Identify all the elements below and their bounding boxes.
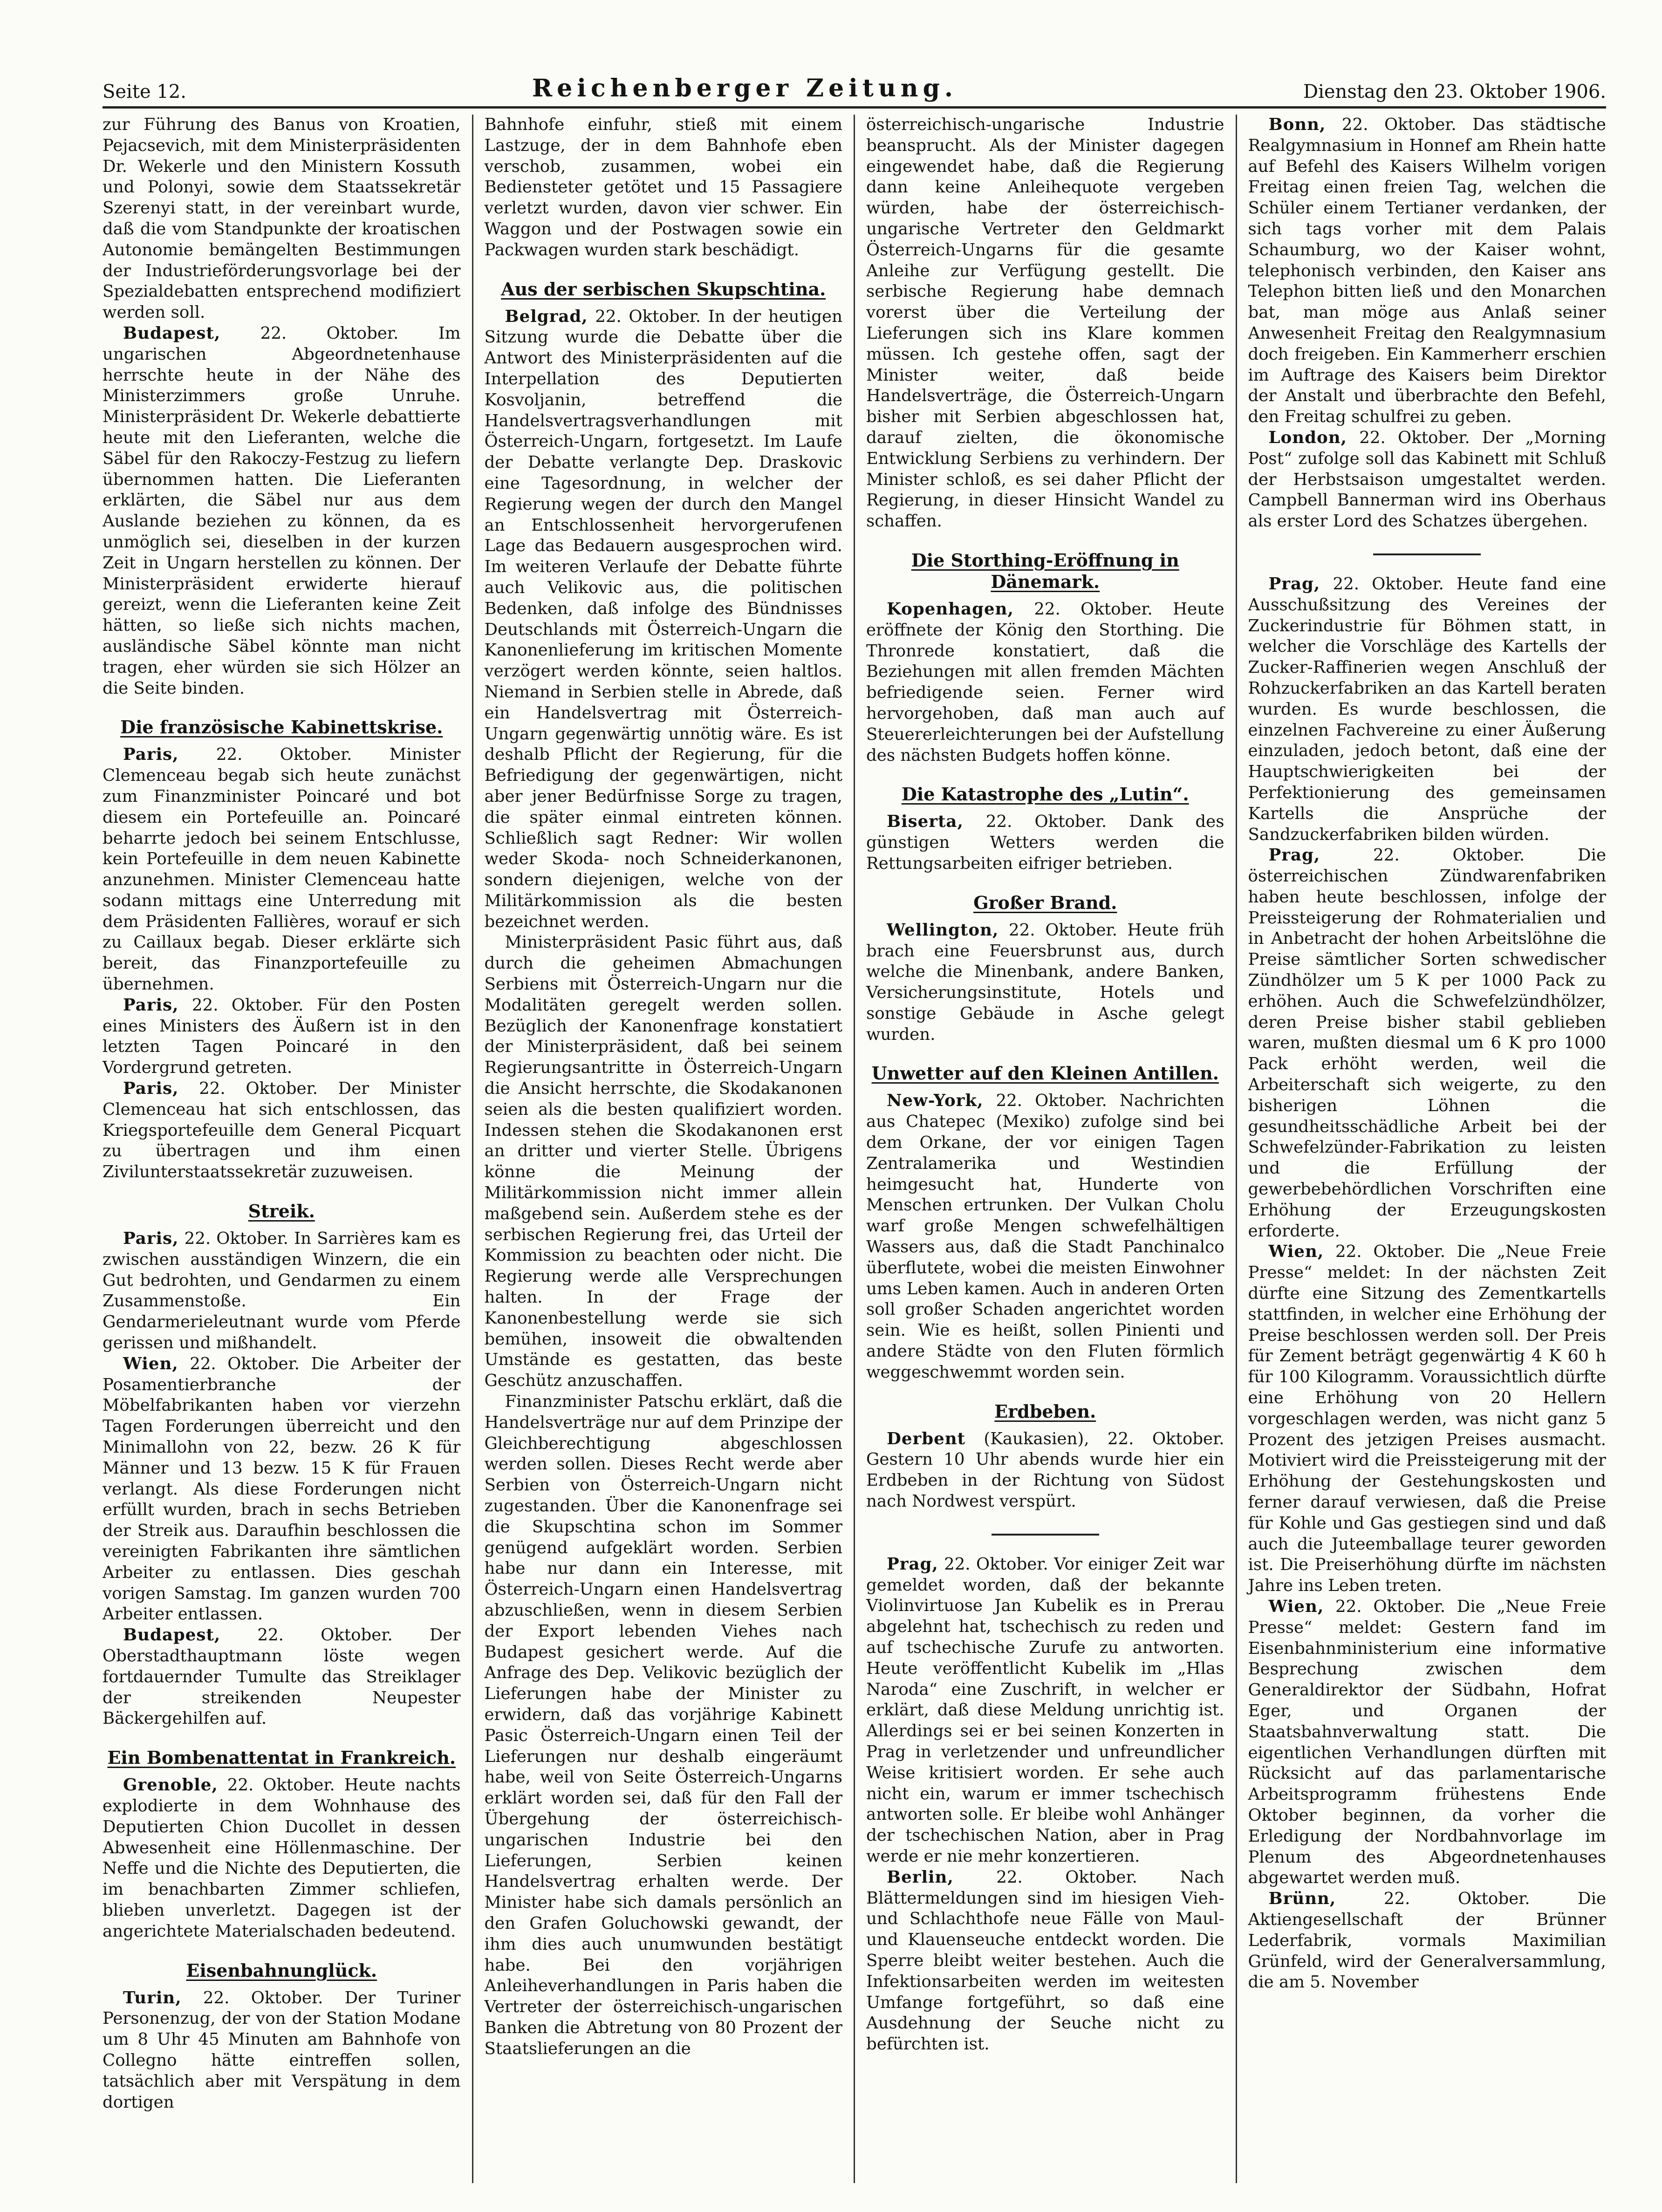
article-paragraph	[866, 1091, 1224, 1383]
dateline: Wien,	[1268, 1597, 1324, 1616]
dateline: Belgrad,	[505, 307, 588, 326]
dateline: Wellington,	[887, 920, 999, 940]
dateline: Wien,	[123, 1354, 178, 1373]
paragraph-text: 22. Oktober. Nachrichten aus Chatepec (Mexiko) zufolge sind bei dem Orkane, der vor einigen Tagen Zentralamerika und Westindien heimgesucht hat, Hunderte von Menschen ertrunken. Der Vulkan Cholu warf große Mengen schwefelhältigen Wassers aus, daß die Stadt Panchinalco überflutete, wobei die meisten Einwohner ums Leben kamen. Auch in anderen Orten soll großer Schaden angerichtet worden sein. Wie es heißt, sollen Pinienti und andere Städte von den Fluten förmlich weggeschwemmt worden sein.	[866, 1091, 1224, 1382]
dateline: Budapest,	[123, 323, 221, 343]
dateline: Paris,	[123, 745, 179, 765]
paragraph-text: 22. Oktober. Im ungarischen Abgeordnetenhause herrschte heute in der Nähe des Ministerzimmers große Unruhe. Ministerpräsident Dr. Wekerle debattierte heute mit den Lieferanten, welche die Säbel für den Rakoczy-Festzug zu liefern übernommen hatten. Die Lieferanten erklärten, die Säbel nur aus dem Auslande beziehen zu können, da es unmöglich sei, dieselben in der kurzen Zeit in Ungarn herstellen zu können. Der Ministerpräsident erwiderte hierauf gereizt, wenn die Lieferanten keine Zeit hätten, so ließe sich nichts machen, ausländische Säbel könnte man nicht tragen, eher würden sie sich Hölzer an die Seite binden.	[103, 323, 461, 698]
dateline: Prag,	[1268, 846, 1320, 865]
article-paragraph	[1248, 115, 1607, 428]
page-header	[103, 70, 1606, 102]
dateline: Brünn,	[1268, 1889, 1336, 1909]
paragraph-text: 22. Oktober. Heute nachts explodierte in dem Wohnhause des Deputierten Chion Ducollet in dessen Abwesenheit eine Höllenmaschine. Der Neffe und die Nichte des Deputierten, die im benachbarten Zimmer schliefen, blieben unverletzt. Dagegen ist der angerichtete Materialschaden bedeutend.	[103, 1775, 461, 1941]
article-paragraph	[1248, 845, 1607, 1242]
dateline: Paris,	[123, 1229, 179, 1249]
dateline: Derbent	[887, 1429, 966, 1448]
paragraph-text: 22. Oktober. Die Aktiengesellschaft der Brünner Lederfabrik, vormals Maximilian Grünfeld, wird der Generalversammlung, die am 5. November	[1248, 1889, 1606, 1992]
headline: Die französische Kabinettskrise.	[120, 717, 443, 738]
paragraph-text: 22. Oktober. Nach Blättermeldungen sind im hiesigen Vieh- und Schlachthofe neue Fälle von Maul- und Klauenseuche entdeckt worden. Die Sperre bleibt weiter bestehen. Auch die Infektionsarbeiten werden im weitesten Umfange fortgeführt, so daß eine Ausdehnung der Seuche nicht zu befürchten ist.	[866, 1867, 1224, 2054]
paragraph-text: 22. Oktober. Minister Clemenceau begab sich heute zunächst zum Finanzminister Poincaré und bot diesem ein Portefeuille an. Poincaré beharrte jedoch bei seinem Entschlusse, kein Portefeuille in dem neuen Kabinette anzunehmen. Minister Clemenceau hatte sodann mittags eine Unterredung mit dem Präsidenten Fallières, worauf er sich zu Caillaux begab. Dieser erklärte sich bereit, das Finanzportefeuille zu übernehmen.	[103, 745, 461, 994]
paragraph-text: 22. Oktober. Dank des günstigen Wetters werden die Rettungsarbeiten eifriger betrieben.	[866, 812, 1224, 873]
article-paragraph	[866, 1554, 1224, 1867]
paragraph-text: 22. Oktober. Die „Neue Freie Presse“ meldet: In der nächsten Zeit dürfte eine Sitzung des Zementkartells stattfinden, in welcher eine Erhöhung der Preise beschlossen werden soll. Der Preis für Zement beträgt gegenwärtig 4 K 60 h für 100 Kilogramm. Voraussichtlich dürfte eine Erhöhung von 20 Hellern vorgeschlagen werden, was nicht ganz 5 Prozent des jetzigen Preises ausmacht. Motiviert wird die Preissteigerung mit der Erhöhung der Gestehungskosten und ferner darauf verwiesen, daß die Preise für Kohle und Gas gestiegen sind und daß auch die Juteemballage teurer geworden ist. Die Preiserhöhung dürfte im nächsten Jahre ins Leben treten.	[1248, 1242, 1606, 1596]
article-paragraph	[103, 1079, 461, 1183]
paragraph-text: 22. Oktober. In Sarrières kam es zwischen ausständigen Winzern, die ein Gut bedrohten, und Gendarmen zu einem Zusammenstoße. Ein Gendarmerieleutnant wurde vom Pferde gerissen und mißhandelt.	[103, 1229, 461, 1353]
column-1	[103, 115, 472, 2183]
masthead: Reichenberger Zeitung.	[532, 74, 958, 102]
headline: Die Storthing-Eröffnung in Dänemark.	[911, 549, 1179, 592]
article-paragraph	[866, 812, 1224, 874]
headline: Ein Bombenattentat in Frankreich.	[107, 1747, 456, 1768]
headline: Großer Brand.	[973, 892, 1117, 913]
paragraph-text: 22. Oktober. Die österreichischen Zündwarenfabriken haben heute beschlossen, infolge der Preissteigerung der Rohmaterialien und in Anbetracht der hohen Arbeitslöhne die Preise sämtlicher Sorten schwedischer Zündhölzer um 5 K per 1000 Pack zu erhöhen. Auch die Schwefelzündhölzer, deren Preise bisher stabil geblieben waren, mußten diesmal um 6 K pro 1000 Pack erhöht werden, weil die Arbeiterschaft sich weigerte, zu den bisherigen Löhnen die gesundheitsschädliche Arbeit bei der Schwefelzünder-Fabrikation zu leisten und die Erfüllung der gewerbebehördlichen Vorschriften eine Erhöhung der Erzeugungskosten erforderte.	[1248, 846, 1606, 1241]
dateline: Berlin,	[887, 1867, 954, 1887]
paragraph-text: 22. Oktober. Der „Morning Post“ zufolge soll das Kabinett mit Schluß der Herbstsaison umgestaltet werden. Campbell Bannerman wird ins Oberhaus als erster Lord des Schatzes übergehen.	[1248, 428, 1606, 531]
dateline: Bonn,	[1268, 115, 1326, 134]
article-paragraph: Bahnhofe einfuhr, stieß mit einem Lastzuge, der in dem Bahnhofe eben verschob, zusammen, wobei ein Bediensteter getötet und 15 Passagiere verletzt wurden, davon vier schwer. Ein Waggon und der Postwagen sowie ein Packwagen wurden stark beschädigt.	[484, 115, 842, 259]
article-paragraph	[866, 599, 1224, 766]
paragraph-text: 22. Oktober. Für den Posten eines Ministers des Äußern ist in den letzten Tagen Poincaré in den Vordergrund getreten.	[103, 995, 461, 1078]
column-3	[854, 115, 1236, 2183]
paragraph-text: 22. Oktober. Heute fand eine Ausschußsitzung des Vereines der Zuckerindustrie für Böhmen statt, in welcher die Vorschläge des Kartells der Zucker-Raffinerien wegen Anschluß der Rohzuckerfabriken an das Kartell beraten wurden. Es wurde beschlossen, die einzelnen Fachvereine zu einer Äußerung einzuladen, jedoch betont, daß eine der Hauptschwierigkeiten bei der Perfektionierung des gemeinsamen Kartells die Ansprüche der Sandzuckerfabriken bilden würden.	[1248, 574, 1606, 844]
headline: Unwetter auf den Kleinen Antillen.	[871, 1063, 1219, 1084]
article-paragraph	[485, 307, 843, 933]
column-2	[472, 115, 854, 2183]
article-paragraph	[1248, 574, 1607, 845]
paragraph-text: 22. Oktober. Das städtische Realgymnasium in Honnef am Rhein hatte auf Befehl des Kaisers Wilhelm vorigen Freitag einen freien Tag, welchen die Schüler einem Tertianer verdanken, der sich tags vorher mit dem Palais Schaumburg, wo der Kaiser wohnt, telephonisch verbinden, den Kaiser ans Telephon bitten ließ und den Monarchen bat, man möge aus Anlaß seiner Anwesenheit Freitag den Realgymnasium doch freigeben. Ein Kammerherr erschien im Auftrage des Kaisers beim Direktor der Anstalt und überbrachte den Befehl, den Freitag schulfrei zu geben.	[1248, 115, 1606, 427]
article-paragraph	[866, 920, 1224, 1045]
dateline: Wien,	[1268, 1242, 1324, 1262]
article-paragraph	[103, 744, 461, 995]
dateline: Turin,	[123, 1988, 182, 2007]
paragraph-text: 22. Oktober. Heute eröffnete der König den Storthing. Die Thronrede konstatiert, daß die Beziehungen mit allen fremden Mächten befriedigende seien. Ferner wird hervorgehoben, daß man auch auf Steuererleichterungen bei der Aufstellung des nächsten Budgets hoffen könne.	[866, 599, 1224, 765]
article-paragraph	[103, 1988, 461, 2113]
paragraph-text: 22. Oktober. Der Minister Clemenceau hat sich entschlossen, das Kriegsportefeuille dem General Picquart zu übertragen und ihm einen Zivilunterstaatssekretär zuzuweisen.	[103, 1079, 461, 1182]
article-paragraph	[1248, 1597, 1607, 1889]
article-paragraph: zur Führung des Banus von Kroatien, Pejacsevich, mit dem Ministerpräsidenten Dr. Wekerle und den Ministern Kossuth und Polonyi, sowie dem Staatssekretär Szerenyi statt, in der vereinbart wurde, daß die vom Standpunkte der kroatischen Autonomie bemängelten Bestimmungen der Industrieförderungsvorlage bei der Spezialdebatten entsprechend modifiziert werden soll.	[103, 115, 461, 322]
dateline: Grenoble,	[123, 1775, 218, 1795]
columns	[103, 115, 1606, 2183]
article-paragraph	[1248, 1242, 1607, 1597]
article-paragraph	[103, 1775, 461, 1942]
dateline: Paris,	[123, 995, 179, 1015]
dateline: London,	[1268, 428, 1347, 447]
dateline: Budapest,	[123, 1625, 221, 1645]
header-rule	[103, 106, 1606, 109]
article-paragraph	[866, 1867, 1224, 2055]
section-divider	[1373, 553, 1481, 555]
headline: Aus der serbischen Skupschtina.	[501, 278, 826, 300]
headline: Eisenbahnunglück.	[186, 1959, 377, 1981]
dateline: Paris,	[123, 1079, 179, 1099]
paragraph-text: 22. Oktober. Der Turiner Personenzug, der von der Station Modane um 8 Uhr 45 Minuten am Bahnhofe von Collegno hätte eintreffen sollen, tatsächlich aber mit Verspätung in dem dortigen	[103, 1988, 461, 2112]
article-paragraph	[103, 1229, 461, 1354]
paragraph-text: 22. Oktober. Die Arbeiter der Posamentierbranche der Möbelfabrikanten haben vor vierzehn Tagen Forderungen überreicht und den Minimallohn von 22, bezw. 26 K für Männer und 13 bezw. 15 K für Frauen verlangt. Als diese Forderungen nicht erfüllt wurden, brach in sechs Betrieben der Streik aus. Daraufhin beschlossen die vereinigten Fabrikanten ihre sämtlichen Arbeiter zu entlassen. Dies geschah vorigen Samstag. Im ganzen wurden 700 Arbeiter entlassen.	[103, 1354, 461, 1624]
dateline: Prag,	[1268, 574, 1320, 594]
dateline: Kopenhagen,	[887, 599, 1014, 619]
article-paragraph	[103, 995, 461, 1079]
dateline: Prag,	[887, 1554, 938, 1574]
article-paragraph: Finanzminister Patschu erklärt, daß die Handelsverträge nur auf dem Prinzipe der Gleichberechtigung abgeschlossen werden sollen. Dieses Recht werde aber Serbien von Österreich-Ungarn nicht zugestanden. Über die Kanonenfrage sei die Skupschtina schon im Sommer genügend aufgeklärt worden. Serbien habe nur dann ein Interesse, mit Österreich-Ungarn einen Handelsvertrag abzuschließen, wenn in diesem Serbien der Export lebenden Viehes nach Budapest gesichert werde. Auf die Anfrage des Dep. Velikovic bezüglich der Lieferungen habe der Minister zu erwidern, daß das vorjährige Kabinett Pasic Österreich-Ungarn einen Teil der Lieferungen nur deshalb eingeräumt habe, weil von Seite Österreich-Ungarns erklärt worden sei, daß für den Fall der Übergehung der österreichisch-ungarischen Industrie bei den Lieferungen, Serbien keinen Handelsvertrag erhalten werde. Der Minister habe sich damals persönlich an den Grafen Goluchowski gewandt, der ihm dies auch unumwunden bestätigt habe. Bei den vorjährigen Anleiheverhandlungen in Paris haben die Vertreter der österreichisch-ungarischen Banken die Abtretung von 80 Prozent der Staatslieferungen an die	[484, 1392, 842, 2058]
article-paragraph	[1248, 428, 1607, 532]
paragraph-text: 22. Oktober. In der heutigen Sitzung wurde die Debatte über die Antwort des Ministerpräsidenten auf die Interpellation des Deputierten Kosvoljanin, betreffend die Handelsvertragsverhandlungen mit Österreich-Ungarn, fortgesetzt. Im Laufe der Debatte verlangte Dep. Draskovic eine Tagesordnung, in welcher der Regierung wegen der durch den Mangel an Entschlossenheit hervorgerufenen Lage das Bedauern ausgesprochen wird. Im weiteren Verlaufe der Debatte führte auch Velikovic aus, die politischen Bedenken, daß infolge des Bündnisses Deutschlands mit Österreich-Ungarn die Kanonenlieferung im kritischen Momente verzögert werden könnte, seien haltlos. Niemand in Serbien stelle in Abrede, daß ein Handelsvertrag mit Österreich-Ungarn gegenwärtig unnötig wäre. Es ist deshalb Pflicht der Regierung, für die Befriedigung der gegenwärtigen, nicht aber jener Bedürfnisse Sorge zu tragen, die später einmal eintreten können. Schließlich sagt Redner: Wir wollen weder Skoda- noch Schneiderkanonen, sondern diejenigen, welche von der Militärkommission als die besten bezeichnet werden.	[484, 307, 842, 931]
article-paragraph	[103, 1625, 461, 1729]
dateline: Biserta,	[887, 812, 964, 832]
page-number: Seite 12.	[103, 81, 186, 102]
article-paragraph: österreichisch-ungarische Industrie beansprucht. Als der Minister dagegen eingewendet habe, daß die Regierung dann keine Anleihequote vergeben würden, habe der österreichisch-ungarische Vertreter den Geldmarkt Österreich-Ungarns für die gesamte Anleihe zur Verfügung gestellt. Die serbische Regierung habe demnach vorerst über die Verteilung der Lieferungen sich ins Klare kommen müssen. Ich gestehe offen, sagt der Minister weiter, daß beide Handelsverträge, die Österreich-Ungarn bisher mit Serbien abgeschlossen hat, darauf zielten, die ökonomische Entwicklung Serbiens zu verhindern. Der Minister schloß, es sei daher Pflicht der Regierung, in dieser Hinsicht Wandel zu schaffen.	[866, 115, 1224, 531]
article-paragraph	[1248, 1889, 1607, 1993]
paragraph-text: 22. Oktober. Vor einiger Zeit war gemeldet worden, daß der bekannte Violinvirtuose Jan Kubelik es in Prerau abgelehnt hat, tschechisch zu reden und auf tschechische Zurufe zu antworten. Heute veröffentlicht Kubelik im „Hlas Naroda“ eine Zuschrift, in welcher er erklärt, daß diese Meldung unrichtig ist. Allerdings sei er bei seinen Konzerten in Prag in verletzender und unfreundlicher Weise kritisiert worden. Er sehe auch nicht ein, warum er immer tschechisch antworten solle. Er bleibe wohl Anhänger der tschechischen Nation, aber in Prag werde er nie mehr konzertieren.	[866, 1554, 1224, 1866]
article-paragraph	[103, 1354, 461, 1625]
headline: Erdbeben.	[994, 1400, 1096, 1422]
article-paragraph	[103, 323, 461, 699]
article-paragraph: Ministerpräsident Pasic führt aus, daß durch die geheimen Abmachungen Serbiens mit Österreich-Ungarn nur die Modalitäten geregelt werden sollen. Bezüglich der Kanonenfrage konstatiert der Ministerpräsident, daß bei seinem Regierungsantritte in Österreich-Ungarn die Ansicht herrschte, die Skodakanonen seien als die besten qualifiziert worden. Indessen stehen die Skodakanonen erst an dritter und vierter Stelle. Übrigens könne die Meinung der Militärkommission nicht immer allein maßgebend sein. Außerdem stehe es der serbischen Regierung frei, das Urteil der Kommission zu beachten oder nicht. Die Regierung werde alle Versprechungen halten. In der Frage der Kanonenbestellung werde sie sich bemühen, insoweit die obwaltenden Umstände es gestatten, das beste Geschütz anzuschaffen.	[484, 933, 842, 1391]
headline: Streik.	[248, 1201, 315, 1222]
paragraph-text: 22. Oktober. Der Oberstadthauptmann löste wegen fortdauernder Tumulte das Streiklager der streikenden Neupester Bäckergehilfen auf.	[103, 1625, 461, 1728]
dateline: New-York,	[887, 1091, 984, 1111]
article-paragraph	[866, 1429, 1224, 1512]
column-4	[1236, 115, 1607, 2183]
section-divider	[992, 1534, 1099, 1536]
paragraph-text: 22. Oktober. Die „Neue Freie Presse“ meldet: Gestern fand im Eisenbahnministerium eine informative Besprechung zwischen dem Generaldirektor der Südbahn, Hofrat Eger, und Organen der Staatsbahnverwaltung statt. Die eigentlichen Verhandlungen dürften mit Rücksicht auf das parlamentarische Arbeitsprogramm frühestens Ende Oktober beginnen, da vorher die Erledigung der Nordbahnvorlage im Plenum des Abgeordnetenhauses abgewartet werden muß.	[1248, 1597, 1606, 1888]
paragraph-text: 22. Oktober. Heute früh brach eine Feuersbrunst aus, durch welche die Minenbank, andere Banken, Versicherungsinstitute, Hotels und sonstige Gebäude in Asche gelegt wurden.	[866, 920, 1224, 1044]
headline: Die Katastrophe des „Lutin“.	[901, 784, 1189, 805]
paragraph-text: (Kaukasien), 22. Oktober. Gestern 10 Uhr abends wurde hier ein Erdbeben in der Richtung von Südost nach Nordwest verspürt.	[866, 1429, 1224, 1511]
issue-date: Dienstag den 23. Oktober 1906.	[1303, 81, 1606, 102]
